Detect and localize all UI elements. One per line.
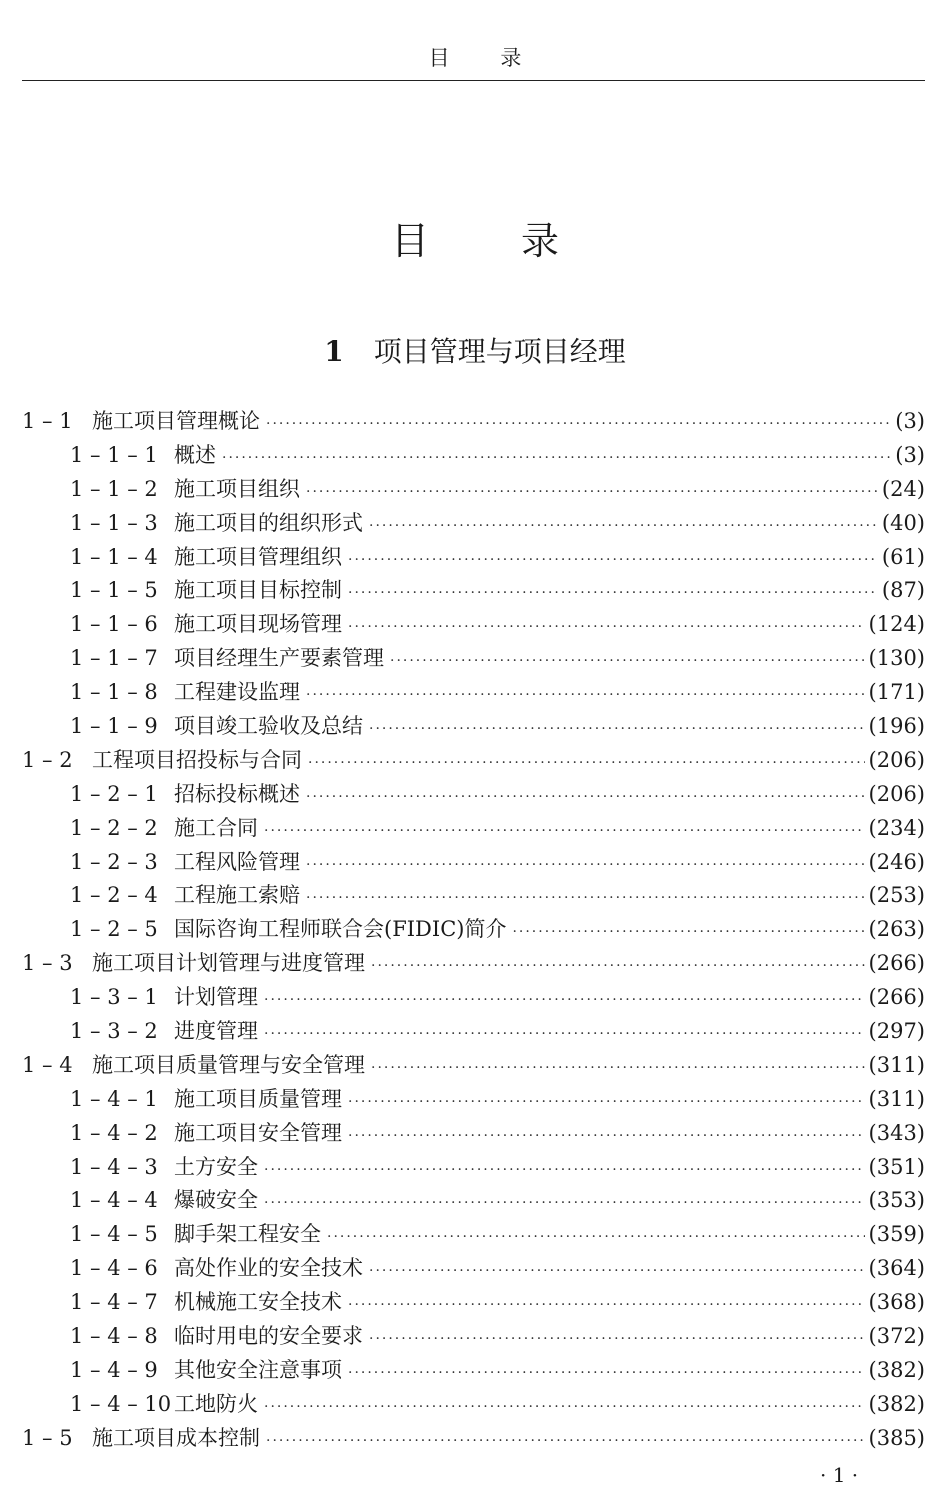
dot-leader <box>222 442 891 476</box>
toc-entry-page: (3) <box>895 409 925 433</box>
dot-leader <box>371 1052 865 1086</box>
toc-entry-page: (263) <box>868 917 925 942</box>
chapter-title: 项目管理与项目经理 <box>373 335 626 368</box>
dot-leader <box>369 510 878 544</box>
toc-subsection-entry[interactable] <box>22 710 925 744</box>
toc-entry-title: 工程建设监理 <box>174 680 300 705</box>
toc-entry-title: 施工项目计划管理与进度管理 <box>92 951 365 976</box>
dot-leader <box>308 747 865 781</box>
toc-subsection-entry[interactable] <box>22 778 925 812</box>
toc-entry-number: 1 – 2 – 5 <box>70 917 158 942</box>
toc-entry-page: (253) <box>868 883 925 908</box>
toc-entry-title: 工地防火 <box>174 1391 258 1416</box>
dot-leader <box>348 1086 865 1120</box>
toc-subsection-entry[interactable] <box>22 846 925 880</box>
toc-subsection-entry[interactable] <box>22 1184 925 1218</box>
toc-section-entry[interactable] <box>22 1049 925 1083</box>
toc-entry-title: 施工合同 <box>174 815 258 840</box>
toc-entry-title: 招标投标概述 <box>174 781 300 806</box>
toc-entry-page: (206) <box>868 747 925 772</box>
toc-entry-page: (196) <box>868 714 925 739</box>
toc-entry-title: 施工项目质量管理 <box>174 1086 342 1111</box>
toc-subsection-entry[interactable] <box>22 1151 925 1185</box>
toc-entry-title: 工程风险管理 <box>174 849 300 874</box>
toc-subsection-entry[interactable] <box>22 1354 925 1388</box>
chapter-heading <box>0 330 950 370</box>
dot-leader <box>264 815 865 849</box>
toc-entry-page: (311) <box>868 1052 925 1077</box>
toc-entry-title: 计划管理 <box>174 985 258 1010</box>
toc-subsection-entry[interactable] <box>22 1388 925 1422</box>
toc-subsection-entry[interactable] <box>22 676 925 710</box>
toc-entry-page: (206) <box>868 781 925 806</box>
toc-entry-number: 1 – 1 – 8 <box>70 680 158 705</box>
dot-leader <box>264 1187 865 1221</box>
dot-leader <box>264 1018 865 1052</box>
dot-leader <box>306 882 865 916</box>
toc-subsection-entry[interactable] <box>22 1286 925 1320</box>
toc-entry-title: 施工项目管理组织 <box>174 544 342 569</box>
toc-section-entry[interactable] <box>22 744 925 778</box>
dot-leader <box>266 408 891 442</box>
toc-entry-title: 施工项目安全管理 <box>174 1120 342 1145</box>
page-number: · 1 · <box>820 1463 859 1487</box>
running-header: 目 录 <box>428 46 544 70</box>
dot-leader <box>306 476 878 510</box>
toc-subsection-entry[interactable] <box>22 812 925 846</box>
page-title: 目 录 <box>390 219 600 263</box>
toc-entry-page: (40) <box>881 510 925 535</box>
dot-leader <box>264 1391 865 1425</box>
dot-leader <box>512 916 864 950</box>
toc-entry-number: 1 – 4 – 8 <box>70 1324 158 1349</box>
toc-entry-page: (368) <box>868 1290 925 1315</box>
toc-entry-title: 高处作业的安全技术 <box>174 1256 363 1281</box>
toc-entry-page: (246) <box>868 849 925 874</box>
toc-entry-number: 1 – 1 – 5 <box>70 578 158 603</box>
dot-leader <box>348 1120 865 1154</box>
toc-entry-title: 其他安全注意事项 <box>174 1357 342 1382</box>
dot-leader <box>348 1289 865 1323</box>
toc-entry-title: 施工项目质量管理与安全管理 <box>92 1052 365 1077</box>
toc-entry-page: (382) <box>868 1391 925 1416</box>
dot-leader <box>390 645 865 679</box>
toc-entry-number: 1 – 4 <box>22 1052 73 1077</box>
toc-entry-page: (61) <box>881 544 925 569</box>
dot-leader <box>306 679 865 713</box>
toc-subsection-entry[interactable] <box>22 1252 925 1286</box>
toc-entry-title: 项目经理生产要素管理 <box>174 646 384 671</box>
toc-entry-title: 土方安全 <box>174 1154 258 1179</box>
toc-entry-page: (353) <box>868 1188 925 1213</box>
toc-section-entry[interactable] <box>22 1422 925 1456</box>
toc-entry-page: (364) <box>868 1256 925 1281</box>
toc-entry-title: 项目竣工验收及总结 <box>174 714 363 739</box>
header-rule <box>22 80 925 81</box>
toc-entry-page: (124) <box>868 612 925 637</box>
toc-subsection-entry[interactable] <box>22 1083 925 1117</box>
toc-entry-title: 工程施工索赔 <box>174 883 300 908</box>
dot-leader <box>264 1154 865 1188</box>
toc-entry-title: 临时用电的安全要求 <box>174 1324 363 1349</box>
toc-entry-number: 1 – 1 – 4 <box>70 544 158 569</box>
dot-leader <box>327 1221 865 1255</box>
toc-entry-number: 1 – 4 – 3 <box>70 1154 158 1179</box>
toc-list <box>22 405 925 1456</box>
dot-leader <box>348 1357 865 1391</box>
toc-entry-title: 脚手架工程安全 <box>174 1222 321 1247</box>
toc-entry-number: 1 – 1 – 1 <box>70 442 158 467</box>
toc-section-entry[interactable] <box>22 947 925 981</box>
toc-section-entry[interactable] <box>22 405 925 439</box>
toc-entry-page: (266) <box>868 951 925 976</box>
toc-entry-page: (266) <box>868 985 925 1010</box>
toc-subsection-entry[interactable] <box>22 642 925 676</box>
toc-entry-number: 1 – 1 – 9 <box>70 714 158 739</box>
dot-leader <box>306 849 865 883</box>
toc-entry-number: 1 – 2 – 1 <box>70 781 158 806</box>
toc-entry-title: 施工项目组织 <box>174 476 300 501</box>
toc-entry-page: (311) <box>868 1086 925 1111</box>
toc-entry-page: (234) <box>868 815 925 840</box>
dot-leader <box>369 1323 865 1357</box>
toc-entry-title: 施工项目管理概论 <box>92 409 260 433</box>
toc-entry-number: 1 – 1 – 3 <box>70 510 158 535</box>
toc-entry-page: (382) <box>868 1357 925 1382</box>
toc-subsection-entry[interactable] <box>22 1117 925 1151</box>
dot-leader <box>369 713 865 747</box>
toc-entry-number: 1 – 4 – 9 <box>70 1357 158 1382</box>
toc-subsection-entry[interactable] <box>22 879 925 913</box>
dot-leader <box>306 781 865 815</box>
toc-entry-number: 1 – 2 – 2 <box>70 815 158 840</box>
toc-entry-number: 1 – 4 – 10 <box>70 1391 172 1416</box>
toc-subsection-entry[interactable] <box>22 981 925 1015</box>
toc-entry-page: (385) <box>868 1425 925 1450</box>
toc-entry-number: 1 – 4 – 4 <box>70 1188 158 1213</box>
toc-entry-number: 1 – 1 – 6 <box>70 612 158 637</box>
toc-entry-title: 概述 <box>174 442 216 467</box>
toc-entry-number: 1 – 4 – 1 <box>70 1086 158 1111</box>
dot-leader <box>348 544 878 578</box>
toc-entry-number: 1 – 1 <box>22 409 73 433</box>
toc-entry-title: 机械施工安全技术 <box>174 1290 342 1315</box>
toc-entry-number: 1 – 2 – 3 <box>70 849 158 874</box>
dot-leader <box>264 984 865 1018</box>
toc-entry-number: 1 – 5 <box>22 1425 73 1450</box>
toc-entry-number: 1 – 2 <box>22 747 73 772</box>
toc-entry-page: (87) <box>881 578 925 603</box>
toc-entry-title: 施工项目目标控制 <box>174 578 342 603</box>
toc-subsection-entry[interactable] <box>22 574 925 608</box>
toc-entry-title: 爆破安全 <box>174 1188 258 1213</box>
toc-subsection-entry[interactable] <box>22 1218 925 1252</box>
toc-entry-title: 进度管理 <box>174 1019 258 1044</box>
toc-entry-page: (171) <box>868 680 925 705</box>
toc-entry-number: 1 – 3 – 2 <box>70 1019 158 1044</box>
dot-leader <box>348 611 865 645</box>
dot-leader <box>371 950 865 984</box>
toc-entry-number: 1 – 3 <box>22 951 73 976</box>
toc-entry-number: 1 – 3 – 1 <box>70 985 158 1010</box>
toc-entry-number: 1 – 4 – 6 <box>70 1256 158 1281</box>
dot-leader <box>348 577 878 611</box>
dot-leader <box>369 1255 865 1289</box>
toc-subsection-entry[interactable] <box>22 541 925 575</box>
toc-entry-page: (359) <box>868 1222 925 1247</box>
toc-entry-title: 施工项目成本控制 <box>92 1425 260 1450</box>
toc-entry-number: 1 – 1 – 2 <box>70 476 158 501</box>
toc-subsection-entry[interactable] <box>22 1320 925 1354</box>
toc-subsection-entry[interactable] <box>22 439 925 473</box>
toc-entry-page: (372) <box>868 1324 925 1349</box>
toc-entry-title: 工程项目招投标与合同 <box>92 747 302 772</box>
toc-entry-page: (351) <box>868 1154 925 1179</box>
toc-subsection-entry[interactable] <box>22 1015 925 1049</box>
toc-entry-number: 1 – 1 – 7 <box>70 646 158 671</box>
toc-entry-page: (24) <box>881 476 925 501</box>
toc-entry-page: (130) <box>868 646 925 671</box>
toc-subsection-entry[interactable] <box>22 608 925 642</box>
toc-entry-number: 1 – 4 – 7 <box>70 1290 158 1315</box>
toc-entry-number: 1 – 4 – 5 <box>70 1222 158 1247</box>
toc-entry-number: 1 – 2 – 4 <box>70 883 158 908</box>
toc-entry-page: (3) <box>895 442 925 467</box>
toc-entry-number: 1 – 4 – 2 <box>70 1120 158 1145</box>
toc-entry-title: 施工项目现场管理 <box>174 612 342 637</box>
toc-entry-page: (343) <box>868 1120 925 1145</box>
chapter-number: 1 <box>324 335 344 368</box>
toc-entry-title: 国际咨询工程师联合会(FIDIC)简介 <box>174 917 507 942</box>
toc-entry-page: (297) <box>868 1019 925 1044</box>
toc-subsection-entry[interactable] <box>22 913 925 947</box>
toc-subsection-entry[interactable] <box>22 473 925 507</box>
toc-subsection-entry[interactable] <box>22 507 925 541</box>
dot-leader <box>266 1425 865 1459</box>
toc-entry-title: 施工项目的组织形式 <box>174 510 363 535</box>
